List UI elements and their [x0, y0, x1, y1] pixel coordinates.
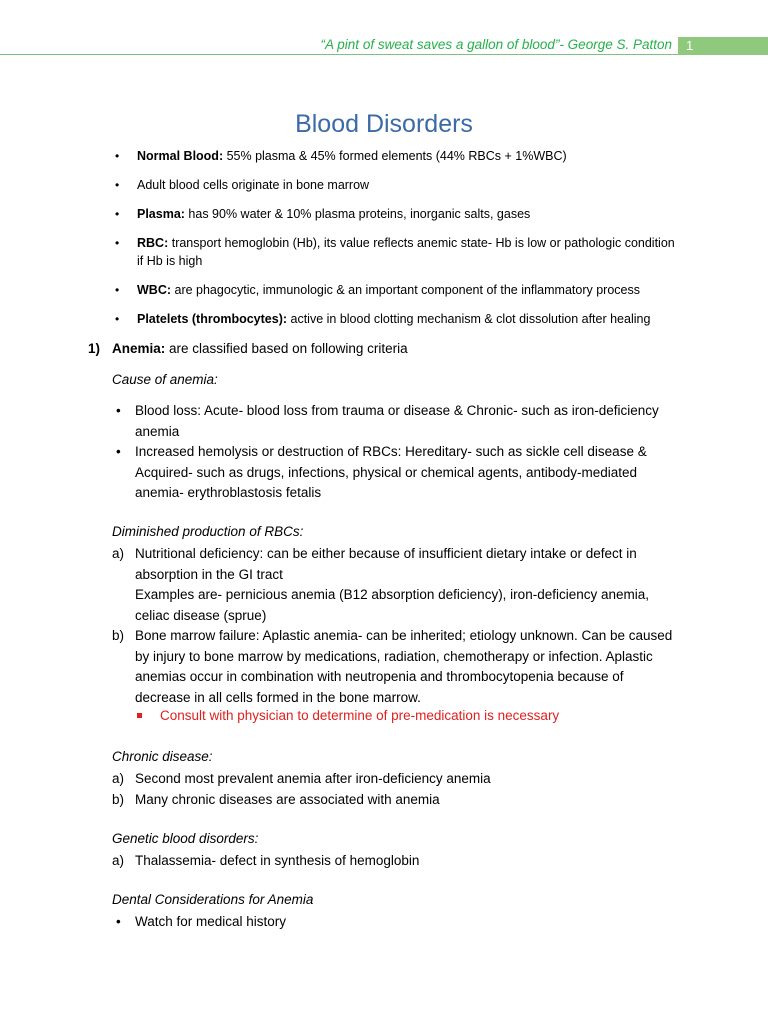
- header-rule: [0, 54, 678, 55]
- square-bullet-icon: [137, 713, 142, 718]
- item-letter: b): [112, 628, 125, 643]
- list-item: • Blood loss: Acute- blood loss from trauma or disease & Chronic- such as iron-deficiency anemia: [116, 403, 659, 439]
- item-label: Platelets (thrombocytes):: [137, 312, 288, 326]
- section-label: Anemia:: [112, 341, 166, 356]
- item-label: Normal Blood:: [137, 149, 224, 163]
- list-item: b) Bone marrow failure: Aplastic anemia- can be inherited; etiology unknown. Can be caused by injury to bone marrow by medications, radiation, chemotherapy or infection. Aplastic anemias occur in combination with neutropenia and thrombocytopenia because of decrease in all cells formed in the bone marrow.: [112, 628, 673, 705]
- list-item: • Watch for medical history: [112, 912, 672, 933]
- bullet-icon: •: [115, 207, 120, 221]
- list-item: [115, 176, 675, 194]
- list-item: • Increased hemolysis or destruction of RBCs: Hereditary- such as sickle cell disease & Acquired- such as drugs, infections, physical or chemical agents, antibody-mediated anemia- erythroblastosis fetalis: [116, 444, 647, 500]
- item-text: has 90% water & 10% plasma proteins, inorganic salts, gases: [184, 207, 531, 221]
- item-text: transport hemoglobin (Hb), its value reflects anemic state- Hb is low or pathologic condition if Hb is high: [137, 236, 675, 268]
- section-text: are classified based on following criteria: [165, 341, 408, 356]
- item-label: WBC:: [137, 283, 172, 297]
- item-letter: a): [112, 853, 125, 868]
- section-number: 1): [88, 341, 101, 356]
- bullet-icon: •: [115, 149, 120, 163]
- bullet-icon: •: [116, 444, 121, 459]
- page-number: 1: [678, 37, 768, 55]
- list-item: b) Many chronic diseases are associated with anemia: [112, 790, 682, 811]
- item-label: RBC:: [137, 236, 169, 250]
- subheading-dental: Dental Considerations for Anemia: [112, 892, 314, 907]
- physician-note: Consult with physician to determine of pre-medication is necessary: [137, 708, 559, 723]
- item-text: are phagocytic, immunologic & an important component of the inflammatory process: [171, 283, 640, 297]
- bullet-icon: •: [116, 403, 121, 418]
- bullet-icon: •: [115, 312, 120, 326]
- bullet-icon: •: [116, 914, 121, 929]
- list-item: [115, 310, 675, 328]
- header-quote: “A pint of sweat saves a gallon of blood”- George S. Patton: [320, 37, 672, 52]
- item-letter: b): [112, 792, 125, 807]
- item-text: Adult blood cells originate in bone marrow: [137, 178, 370, 192]
- subheading-diminished: Diminished production of RBCs:: [112, 524, 304, 539]
- bullet-icon: •: [115, 178, 120, 192]
- item-label: Plasma:: [137, 207, 185, 221]
- item-text: 55% plasma & 45% formed elements (44% RBCs + 1%WBC): [223, 149, 567, 163]
- subheading-chronic: Chronic disease:: [112, 749, 213, 764]
- subheading-cause: Cause of anemia:: [112, 372, 218, 387]
- bullet-icon: •: [115, 283, 120, 297]
- list-item: a) Thalassemia- defect in synthesis of hemoglobin: [112, 851, 682, 872]
- list-item: [115, 281, 675, 299]
- list-item: [115, 205, 675, 223]
- bullet-icon: •: [115, 236, 120, 250]
- list-item: [115, 147, 675, 165]
- item-letter: a): [112, 546, 125, 561]
- item-letter: a): [112, 771, 125, 786]
- page-title: Blood Disorders: [295, 110, 473, 138]
- list-item: a) Second most prevalent anemia after iron-deficiency anemia: [112, 769, 682, 790]
- list-item: a) Nutritional deficiency: can be either because of insufficient dietary intake or defect in absorption in the GI tract Examples are- pernicious anemia (B12 absorption deficiency), iron-deficiency anemia, celiac disease (sprue): [112, 546, 650, 623]
- list-item: [115, 234, 675, 270]
- item-text: active in blood clotting mechanism & clot dissolution after healing: [287, 312, 651, 326]
- section-heading-anemia: [88, 341, 408, 356]
- subheading-genetic: Genetic blood disorders:: [112, 831, 259, 846]
